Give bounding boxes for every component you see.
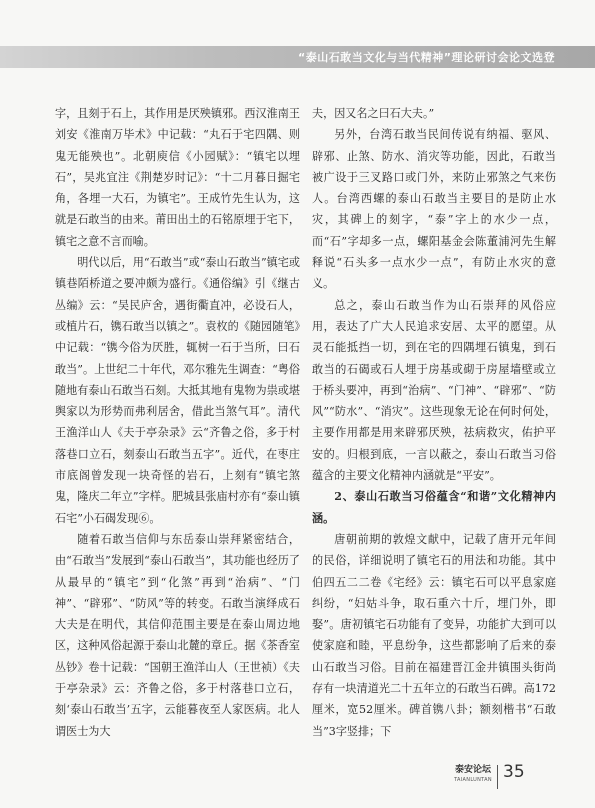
paragraph: 明代以后，用“石敢当”或“泰山石敢当”镇宅或镇巷陌桥道之要冲颇为盛行。《通俗编》引《继古丛编》云：“吴民庐舍，遇街衢直冲，必设石人，或植片石，镌石敢当以镇之”。袁枚的《随园随笔》中记载：“镌今俗为厌胜，辄树一石于当所，曰石敢当”。上世纪二十年代，邓尔雅先生调查：“粤俗随地有泰山石敢当石刻。大抵其地有鬼物为祟或堪舆家以为形势而弗利居舍，借此当煞气耳”。清代王渔洋山人《夫于亭杂录》云“齐鲁之俗，多于村落巷口立石，刻泰山石敢当五字”。近代，在枣庄市底阁曾发现一块奇怪的岩石，上刻有“镇宅煞鬼，隆庆二年立”字样。肥城县张庙村亦有“泰山镇石宅”小石碣发现⑥。 (55, 256, 300, 525)
section-heading: 2、泰山石敢当习俗蕴含“和谐”文化精神内涵。 (312, 490, 556, 525)
journal-logo-en: TAIANLUNTAN (454, 777, 492, 783)
paragraph: 随着石敢当信仰与东岳泰山崇拜紧密结合，由“石敢当”发展到“泰山石敢当”，其功能也经历了从最早的“镇宅”到“化煞”再到“治病”、“门神”、“辟邪”、“防风”等的转变。石敢当演绎成石大夫是在明代，其信仰范围主要是在泰山周边地区，这种风俗起源于泰山北麓的章丘。据《茶香室丛钞》卷十记载：“国朝王渔洋山人（王世祯）《夫于亭杂录》云：齐鲁之俗，多于村落巷口立石，刻‘泰山石敢当’五字，云能暮夜至人家医病。北人谓医士为大 (55, 532, 300, 738)
running-header-title: “泰山石敢当文化与当代精神”理论研讨会论文选登 (298, 51, 555, 64)
footer-divider (497, 765, 498, 789)
paragraph: 字，且刻于石上，其作用是厌殃镇邪。西汉淮南王刘安《淮南万毕术》中记载：“丸石于宅四隅、则鬼无能殃也”。北朝庾信《小园赋》：“镇宅以埋石”，吴兆宜注《荆楚岁时记》：“十二月暮日掘宅角，各埋一大石，为镇宅”。王成竹先生认为，这就是石敢当的由来。莆田出土的石铭原埋于宅下，镇宅之意不言而喻。 (55, 107, 300, 248)
journal-logo (452, 764, 494, 784)
paragraph: 唐朝前期的敦煌文献中，记载了唐开元年间的民俗，详细说明了镇宅石的用法和功能。其中伯四五二二卷《宅经》云：镇宅石可以平息家庭纠纷，“妇姑斗争，取石重六十斤，埋门外，即娶”。唐初镇宅石功能有了变异，功能扩大到可以使家庭和睦，平息纷争，这些都影响了后来的泰山石敢当习俗。目前在福建晋江金井镇围头街尚存有一块清道光二十五年立的石敢当石碑。高172厘米，宽52厘米。碑首镌八卦；额刻楷书“石敢当”3字竖排；下 (312, 532, 556, 738)
paragraph: 夫，因又名之曰石大夫。” (312, 107, 435, 120)
paragraph: 另外，台湾石敢当民间传说有纳福、驱风、辟邪、止煞、防水、消灾等功能，因此，石敢当被广设于三叉路口或门外，来防止邪煞之气来伤人。台湾西螺的泰山石敢当主要目的是防止水灾，其碑上的刻字，“泰”字上的水少一点，而“石”字却多一点，螺阳基金会陈董浦河先生解释说“石头多一点水少一点”，有防止水灾的意义。 (312, 128, 556, 291)
journal-logo-cn: 泰安论坛 (454, 765, 491, 775)
page-number: 35 (503, 762, 525, 782)
paragraph: 总之，泰山石敢当作为山石崇拜的风俗应用，表达了广大人民追求安居、太平的愿望。从灵石能抵挡一切，到在宅的四隅埋石镇鬼，到石敢当的石碣或石人埋于房基或砌于房屋墙壁或立于桥头要冲，再到“治病”、“门神”、“辟邪”、“防风”“防水”、“消灾”。这些现象无论在何时何处，主要作用都是用来辟邪厌殃，祛病救灾，佑护平安的。归根到底，一言以蔽之，泰山石敢当习俗蕴含的主要文化精神内涵就是“平安”。 (312, 298, 556, 483)
left-column (55, 103, 300, 742)
right-column (312, 103, 556, 742)
